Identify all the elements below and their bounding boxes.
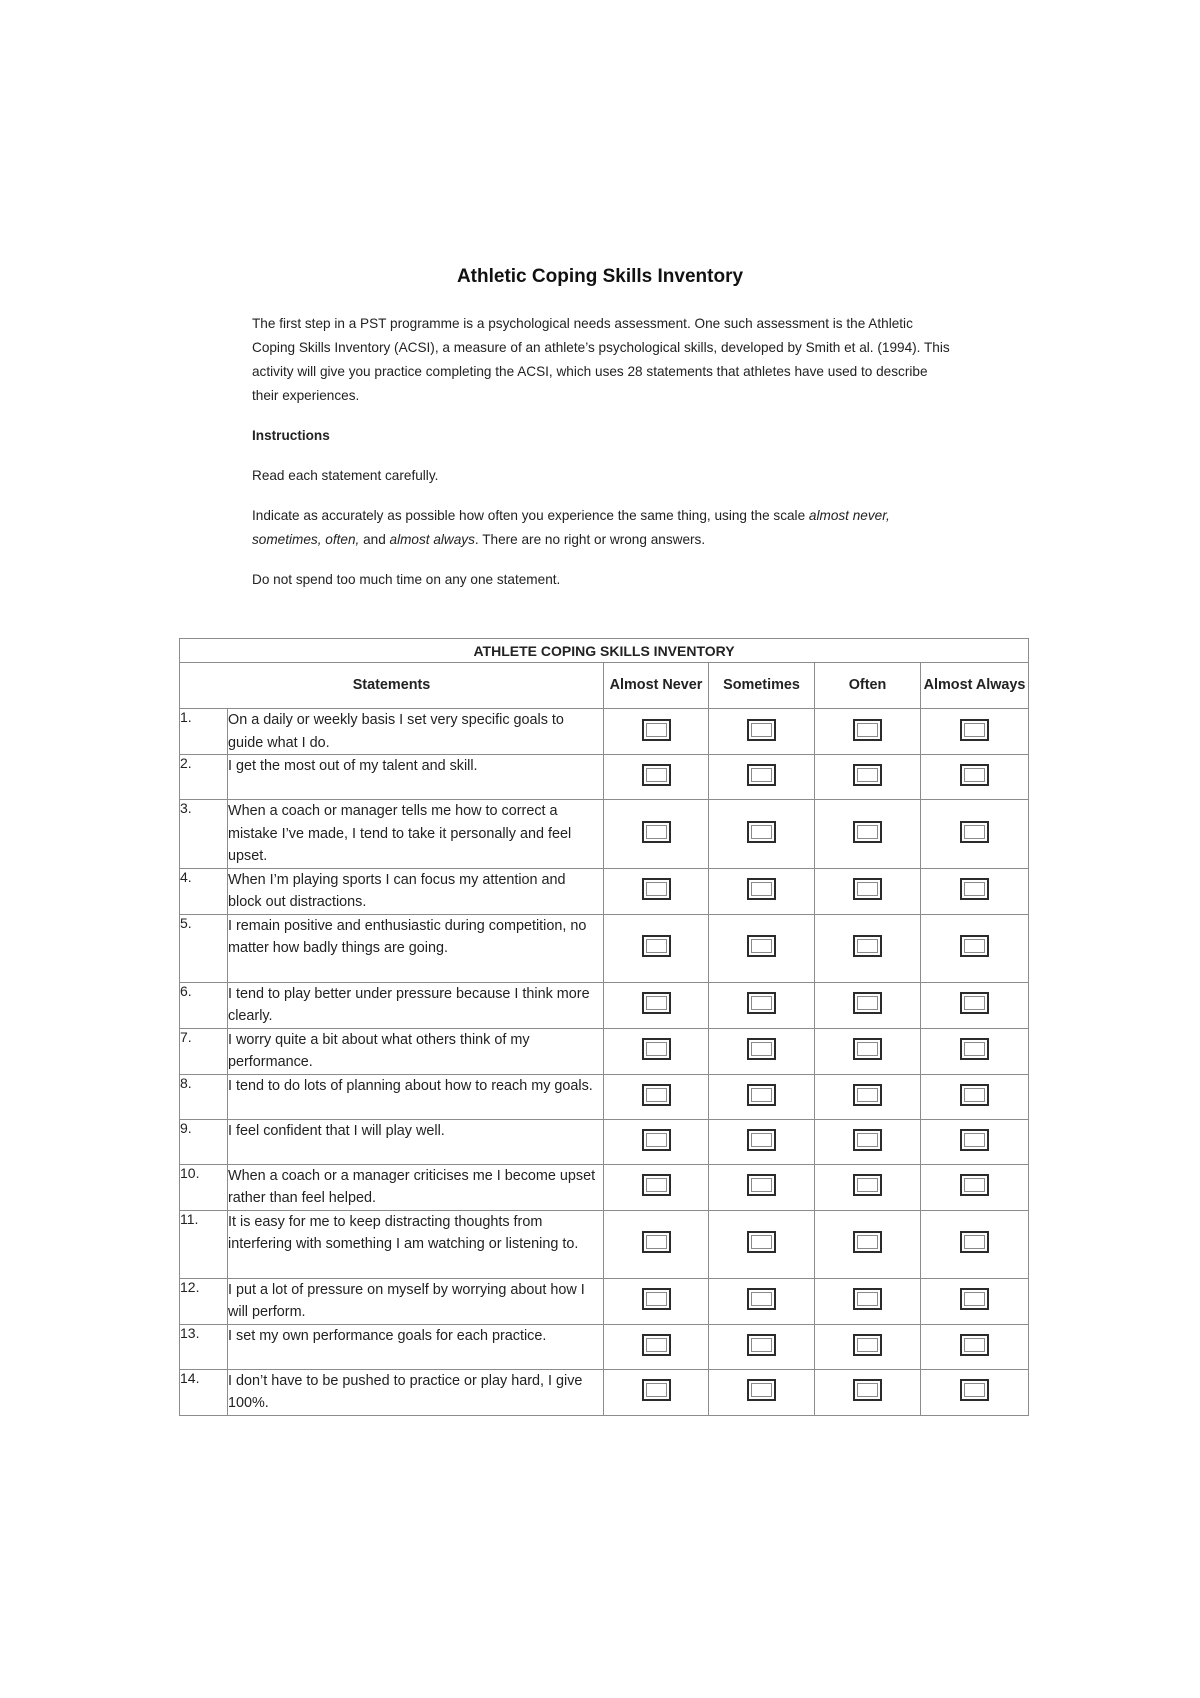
checkbox-almost-never[interactable] (642, 1038, 671, 1060)
cell-sometimes (709, 1369, 815, 1415)
row-number: 14. (180, 1369, 228, 1415)
checkbox-almost-never[interactable] (642, 1231, 671, 1253)
checkbox-almost-always[interactable] (960, 878, 989, 900)
checkbox-almost-always[interactable] (960, 1288, 989, 1310)
cell-sometimes (709, 1119, 815, 1164)
cell-almost-never (604, 914, 709, 982)
cell-almost-always (921, 800, 1029, 869)
table-row (180, 1210, 1029, 1278)
checkbox-almost-always[interactable] (960, 719, 989, 741)
checkbox-sometimes[interactable] (747, 935, 776, 957)
checkbox-sometimes[interactable] (747, 1231, 776, 1253)
cell-sometimes (709, 1028, 815, 1074)
row-number: 13. (180, 1324, 228, 1369)
cell-often (815, 868, 921, 914)
cell-sometimes (709, 914, 815, 982)
row-number: 3. (180, 800, 228, 869)
cell-almost-never (604, 1164, 709, 1210)
cell-almost-always (921, 1369, 1029, 1415)
cell-almost-always (921, 1164, 1029, 1210)
cell-almost-never (604, 755, 709, 800)
intro-section (252, 312, 952, 592)
row-statement: I feel confident that I will play well. (228, 1119, 604, 1164)
instruction-read-carefully: Read each statement carefully. (252, 468, 439, 483)
row-number: 8. (180, 1074, 228, 1119)
checkbox-often[interactable] (853, 719, 882, 741)
table-row (180, 868, 1029, 914)
cell-almost-always (921, 914, 1029, 982)
cell-almost-never (604, 1119, 709, 1164)
instruction-scale-italic1: almost never, sometimes, often, (252, 508, 890, 547)
instruction-scale-italic2: almost always (389, 532, 475, 547)
checkbox-often[interactable] (853, 1038, 882, 1060)
cell-almost-never (604, 868, 709, 914)
row-number: 5. (180, 914, 228, 982)
cell-almost-never (604, 800, 709, 869)
row-statement: I set my own performance goals for each practice. (228, 1324, 604, 1369)
cell-sometimes (709, 1164, 815, 1210)
checkbox-sometimes[interactable] (747, 764, 776, 786)
cell-almost-never (604, 1278, 709, 1324)
checkbox-often[interactable] (853, 764, 882, 786)
instruction-scale-part1: Indicate as accurately as possible how often you experience the same thing, using the scale (252, 508, 809, 523)
row-number: 1. (180, 709, 228, 755)
table-row (180, 1278, 1029, 1324)
checkbox-often[interactable] (853, 1334, 882, 1356)
cell-sometimes (709, 1210, 815, 1278)
checkbox-sometimes[interactable] (747, 1379, 776, 1401)
cell-almost-always (921, 1278, 1029, 1324)
cell-almost-always (921, 1210, 1029, 1278)
checkbox-often[interactable] (853, 1288, 882, 1310)
checkbox-almost-always[interactable] (960, 1231, 989, 1253)
instruction-scale (252, 504, 952, 552)
checkbox-almost-always[interactable] (960, 764, 989, 786)
checkbox-often[interactable] (853, 1379, 882, 1401)
document-title: Athletic Coping Skills Inventory (456, 266, 744, 287)
checkbox-almost-always[interactable] (960, 1038, 989, 1060)
header-sometimes: Sometimes (709, 663, 815, 709)
checkbox-almost-always[interactable] (960, 1174, 989, 1196)
row-statement: I don’t have to be pushed to practice or play hard, I give 100%. (228, 1369, 604, 1415)
table-row (180, 755, 1029, 800)
checkbox-almost-always[interactable] (960, 935, 989, 957)
row-number: 4. (180, 868, 228, 914)
table-row (180, 914, 1029, 982)
cell-sometimes (709, 755, 815, 800)
checkbox-sometimes[interactable] (747, 1084, 776, 1106)
row-number: 11. (180, 1210, 228, 1278)
inventory-rows (180, 709, 1029, 1416)
checkbox-sometimes[interactable] (747, 1174, 776, 1196)
cell-almost-always (921, 982, 1029, 1028)
cell-sometimes (709, 1278, 815, 1324)
checkbox-almost-always[interactable] (960, 821, 989, 843)
checkbox-often[interactable] (853, 992, 882, 1014)
instruction-scale-part3: . There are no right or wrong answers. (474, 532, 706, 547)
checkbox-almost-never[interactable] (642, 1129, 671, 1151)
checkbox-often[interactable] (853, 1129, 882, 1151)
cell-often (815, 982, 921, 1028)
cell-often (815, 1028, 921, 1074)
checkbox-almost-never[interactable] (642, 1084, 671, 1106)
cell-almost-never (604, 1210, 709, 1278)
checkbox-sometimes[interactable] (747, 821, 776, 843)
header-almost-never: Almost Never (604, 663, 709, 709)
table-row (180, 1324, 1029, 1369)
row-number: 12. (180, 1278, 228, 1324)
cell-almost-always (921, 709, 1029, 755)
cell-often (815, 1369, 921, 1415)
cell-sometimes (709, 982, 815, 1028)
cell-almost-never (604, 709, 709, 755)
checkbox-almost-always[interactable] (960, 1334, 989, 1356)
cell-almost-never (604, 982, 709, 1028)
checkbox-almost-never[interactable] (642, 821, 671, 843)
checkbox-almost-never[interactable] (642, 878, 671, 900)
checkbox-often[interactable] (853, 935, 882, 957)
checkbox-often[interactable] (853, 821, 882, 843)
checkbox-often[interactable] (853, 1084, 882, 1106)
table-row (180, 1164, 1029, 1210)
checkbox-sometimes[interactable] (747, 992, 776, 1014)
inventory-table (179, 638, 1029, 1416)
checkbox-almost-never[interactable] (642, 1174, 671, 1196)
checkbox-almost-never[interactable] (642, 719, 671, 741)
cell-almost-always (921, 1028, 1029, 1074)
table-row (180, 800, 1029, 869)
checkbox-sometimes[interactable] (747, 1288, 776, 1310)
cell-sometimes (709, 709, 815, 755)
row-statement: It is easy for me to keep distracting thoughts from interfering with something I am watching or listening to. (228, 1210, 604, 1278)
header-almost-always: Almost Always (921, 663, 1029, 709)
row-statement: I get the most out of my talent and skill. (228, 755, 604, 800)
cell-almost-never (604, 1369, 709, 1415)
cell-almost-always (921, 868, 1029, 914)
cell-almost-never (604, 1324, 709, 1369)
row-statement: When I’m playing sports I can focus my attention and block out distractions. (228, 868, 604, 914)
table-row (180, 1369, 1029, 1415)
row-number: 7. (180, 1028, 228, 1074)
table-row (180, 1028, 1029, 1074)
cell-almost-always (921, 1119, 1029, 1164)
checkbox-almost-never[interactable] (642, 992, 671, 1014)
checkbox-often[interactable] (853, 1231, 882, 1253)
row-statement: When a coach or a manager criticises me I become upset rather than feel helped. (228, 1164, 604, 1210)
instruction-time: Do not spend too much time on any one statement. (252, 572, 561, 587)
cell-sometimes (709, 800, 815, 869)
header-often: Often (815, 663, 921, 709)
checkbox-almost-always[interactable] (960, 992, 989, 1014)
header-statements: Statements (180, 663, 604, 709)
cell-often (815, 709, 921, 755)
instructions-heading: Instructions (252, 428, 330, 443)
checkbox-almost-never[interactable] (642, 935, 671, 957)
checkbox-almost-never[interactable] (642, 1379, 671, 1401)
cell-almost-never (604, 1074, 709, 1119)
row-number: 10. (180, 1164, 228, 1210)
cell-often (815, 1164, 921, 1210)
row-number: 2. (180, 755, 228, 800)
checkbox-often[interactable] (853, 878, 882, 900)
checkbox-sometimes[interactable] (747, 878, 776, 900)
checkbox-almost-always[interactable] (960, 1379, 989, 1401)
cell-often (815, 755, 921, 800)
checkbox-almost-always[interactable] (960, 1084, 989, 1106)
row-statement: I remain positive and enthusiastic during competition, no matter how badly things are going. (228, 914, 604, 982)
cell-often (815, 1324, 921, 1369)
row-statement: I put a lot of pressure on myself by worrying about how I will perform. (228, 1278, 604, 1324)
cell-often (815, 800, 921, 869)
instruction-scale-part2: and (359, 532, 390, 547)
checkbox-almost-never[interactable] (642, 764, 671, 786)
cell-often (815, 914, 921, 982)
intro-paragraph: The first step in a PST programme is a psychological needs assessment. One such assessment is the Athletic Coping Skills Inventory (ACSI), a measure of an athlete’s psychological skills, developed by Smith et al. (1994). This activity will give you practice completing the ACSI, which uses 28 statements that athletes have used to describe their experiences. (252, 316, 950, 403)
row-statement: I worry quite a bit about what others think of my performance. (228, 1028, 604, 1074)
checkbox-almost-never[interactable] (642, 1288, 671, 1310)
checkbox-almost-never[interactable] (642, 1334, 671, 1356)
cell-often (815, 1210, 921, 1278)
checkbox-sometimes[interactable] (747, 1129, 776, 1151)
cell-sometimes (709, 868, 815, 914)
cell-sometimes (709, 1324, 815, 1369)
row-number: 6. (180, 982, 228, 1028)
table-title: ATHLETE COPING SKILLS INVENTORY (180, 639, 1029, 663)
checkbox-often[interactable] (853, 1174, 882, 1196)
cell-often (815, 1074, 921, 1119)
row-statement: When a coach or manager tells me how to correct a mistake I’ve made, I tend to take it personally and feel upset. (228, 800, 604, 869)
cell-almost-always (921, 1324, 1029, 1369)
checkbox-sometimes[interactable] (747, 1334, 776, 1356)
table-row (180, 1074, 1029, 1119)
cell-almost-always (921, 755, 1029, 800)
checkbox-sometimes[interactable] (747, 1038, 776, 1060)
row-statement: I tend to do lots of planning about how to reach my goals. (228, 1074, 604, 1119)
cell-sometimes (709, 1074, 815, 1119)
cell-often (815, 1119, 921, 1164)
row-number: 9. (180, 1119, 228, 1164)
table-row (180, 1119, 1029, 1164)
cell-often (815, 1278, 921, 1324)
checkbox-almost-always[interactable] (960, 1129, 989, 1151)
cell-almost-always (921, 1074, 1029, 1119)
table-row (180, 982, 1029, 1028)
row-statement: On a daily or weekly basis I set very specific goals to guide what I do. (228, 709, 604, 755)
cell-almost-never (604, 1028, 709, 1074)
checkbox-sometimes[interactable] (747, 719, 776, 741)
table-row (180, 709, 1029, 755)
row-statement: I tend to play better under pressure because I think more clearly. (228, 982, 604, 1028)
